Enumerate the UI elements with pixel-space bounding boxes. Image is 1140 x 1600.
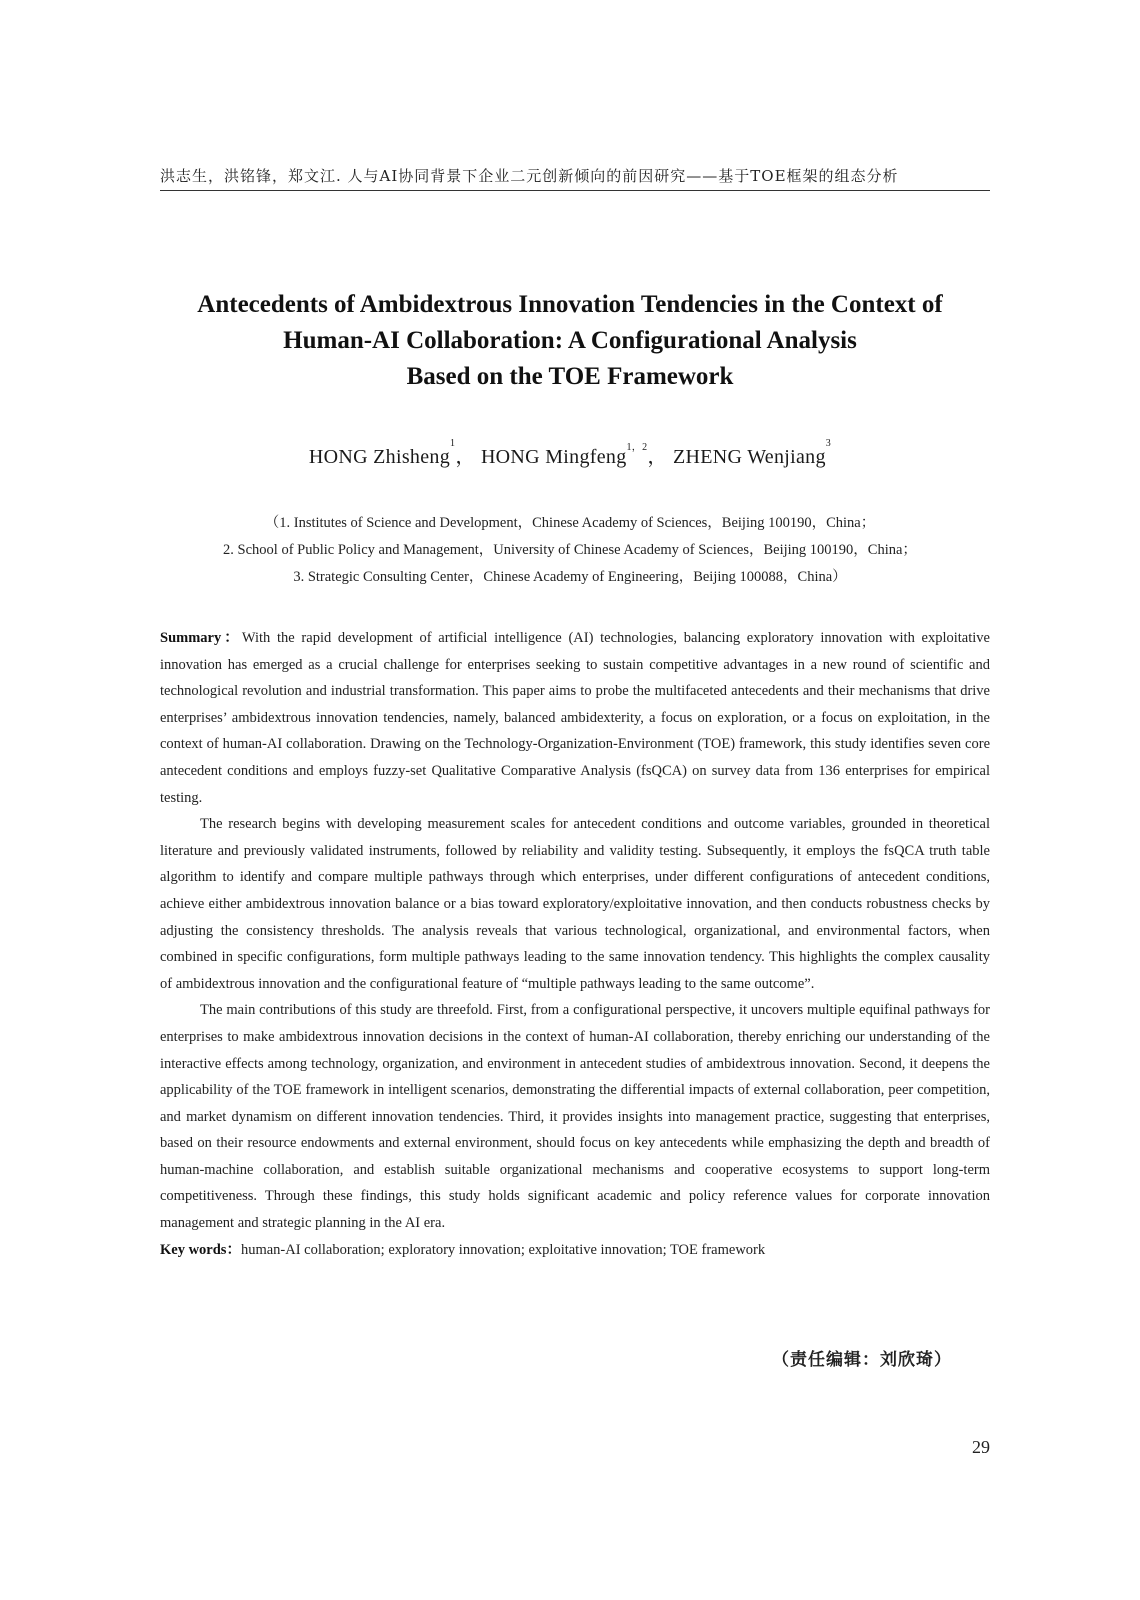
affiliation-line: 2. School of Public Policy and Management，University of Chinese Academy of Sciences，Beijing 100190，China； (223, 542, 917, 558)
keywords (160, 1237, 990, 1264)
abstract-paragraph (160, 625, 990, 811)
author-affiliation-mark: 3 (825, 438, 832, 449)
title-line: Human-AI Collaboration: A Configurational Analysis (283, 327, 857, 354)
abstract-paragraph: The main contributions of this study are threefold. First, from a configurational perspective, it uncovers multiple equifinal pathways for enterprises to make ambidextrous innovation decisions in the context of human-AI collaboration, thereby enriching our understanding of the interactive effects among technology, organization, and environment in antecedent studies of ambidextrous innovation. Second, it deepens the applicability of the TOE framework in intelligent scenarios, demonstrating the differential impacts of external collaboration, peer competition, and market dynamism on different innovation tendencies. Third, it provides insights into management practice, suggesting that enterprises, based on their resource endowments and external environment, should focus on key antecedents while emphasizing the depth and breadth of human-machine collaboration, and establish suitable organizational mechanisms and cooperative ecosystems to support long-term competitiveness. Through these findings, this study holds significant academic and policy reference values for corporate innovation management and strategic planning in the AI era. (160, 1002, 990, 1232)
author-affiliation-mark: 1，2 (626, 442, 648, 453)
affiliations (120, 510, 1020, 591)
author-affiliation-mark: 1 (450, 438, 456, 449)
abstract (160, 625, 990, 1263)
keywords-text: human-AI collaboration; exploratory innovation; exploitative innovation; TOE framework (240, 1241, 766, 1258)
author-separator: ， (455, 446, 476, 468)
title-line: Antecedents of Ambidextrous Innovation Tendencies in the Context of (197, 291, 943, 318)
abstract-paragraph: The research begins with developing measurement scales for antecedent conditions and outcome variables, grounded in theoretical literature and previously validated instruments, followed by reliability and validity testing. Subsequently, it employs the fsQCA truth table algorithm to identify and compare multiple pathways through which enterprises, under different configurations of antecedent conditions, achieve either ambidextrous innovation balance or a bias toward exploratory/exploitative innovation, and then conducts robustness checks by adjusting the consistency thresholds. The analysis reveals that various technological, organizational, and environmental factors, when combined in specific configurations, form multiple pathways leading to the same innovation tendency. This highlights the complex causality of ambidextrous innovation and the configurational feature of “multiple pathways leading to the same outcome”. (160, 816, 990, 992)
abstract-text: With the rapid development of artificial intelligence (AI) technologies, balancing exploratory innovation with exploitative innovation has emerged as a crucial challenge for enterprises seeking to sustain competitive advantages in a new round of scientific and technological revolution and industrial transformation. This paper aims to probe the multifaceted antecedents and their mechanisms that drive enterprises’ ambidextrous innovation tendencies, namely, balanced ambidexterity, a focus on exploration, or a focus on exploitation, in the context of human-AI collaboration. Drawing on the Technology-Organization-Environment (TOE) framework, this study identifies seven core antecedent conditions and employs fuzzy-set Qualitative Comparative Analysis (fsQCA) on survey data from 136 enterprises for empirical testing. (160, 630, 990, 806)
author-name: HONG Zhisheng (308, 446, 450, 468)
title-line: Based on the TOE Framework (406, 363, 734, 390)
paper-title (120, 287, 1020, 395)
page-number: 29 (972, 1437, 990, 1457)
summary-label: Summary： (160, 630, 242, 646)
editor-note: （责任编辑：刘欣琦） (772, 1350, 952, 1370)
author-name: ZHENG Wenjiang (673, 446, 826, 468)
header-rule (160, 190, 990, 191)
affiliation-line: （1. Institutes of Science and Development，Chinese Academy of Sciences，Beijing 100190，China； (264, 515, 876, 531)
running-head: 洪志生，洪铭锋，郑文江. 人与AI协同背景下企业二元创新倾向的前因研究——基于TOE框架的组态分析 (160, 167, 899, 185)
affiliation-line: 3. Strategic Consulting Center，Chinese Academy of Engineering，Beijing 100088，China） (293, 569, 847, 585)
author-list (120, 440, 1020, 469)
author-separator: ， (647, 446, 668, 468)
keywords-label: Key words： (160, 1241, 241, 1258)
author-name: HONG Mingfeng (480, 446, 627, 468)
